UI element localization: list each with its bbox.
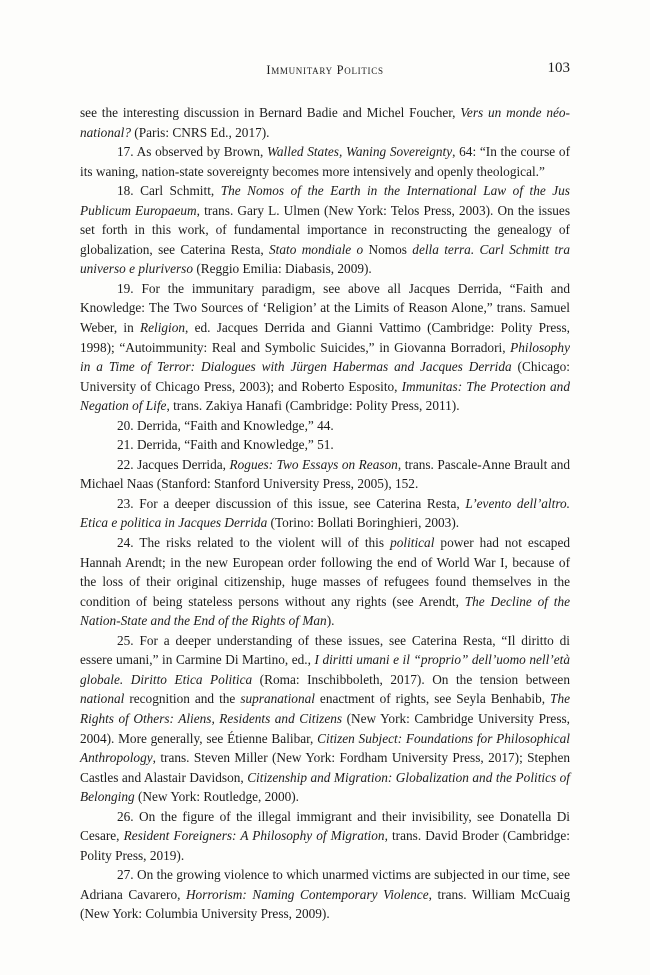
italic-title: The Decline of the Nation-State and the End of the Rights of Man [80, 593, 571, 629]
note-text: 27. On the growing violence to which unarmed victims are subjected in our time, see Adriana Cavarero, [80, 867, 570, 902]
italic-title: Stato mondiale o [269, 241, 369, 257]
note-text: 21. Derrida, “Faith and Knowledge,” 51. [117, 437, 334, 453]
note-text: (New York: Cambridge University Press, 2004). More generally, see Étienne Balibar, [80, 710, 570, 746]
note-text: Nomos [368, 241, 407, 257]
endnote-continuation [80, 103, 570, 142]
note-text: 25. For a deeper understanding of these issues, see Caterina Resta, “Il diritto di essere umani,” in Carmine Di Martino, ed., [80, 632, 570, 668]
italic-title: I diritti umani e il “proprio” dell’uomo nell’età globale. Diritto Etica Politica [80, 652, 570, 687]
note-text: 23. For a deeper discussion of this issue, see Caterina Resta, [117, 495, 466, 511]
note-text: (Roma: Inschibboleth, 2017). On the tension between [252, 671, 570, 687]
endnote [80, 142, 570, 181]
note-text: , trans. Pascale-Anne Brault and Michael Naas (Stanford: Stanford University Press, 2005), 152. [80, 456, 571, 492]
endnote [80, 416, 570, 436]
endnote [80, 455, 570, 494]
note-text: (Paris: CNRS Ed., 2017). [130, 124, 270, 140]
endnote [80, 533, 570, 631]
note-text: 19. For the immunitary paradigm, see above all Jacques Derrida, “Faith and Knowledge: The Two Sources of ‘Religion’ at the Limits of Reason Alone,” trans. Samuel Weber, in [80, 280, 570, 336]
endnote [80, 435, 570, 455]
endnote [80, 279, 570, 416]
note-text: , trans. Steven Miller (New York: Fordham University Press, 2017); Stephen Castles and Alastair Davidson, [80, 750, 570, 785]
italic-title: Citizenship and Migration: Globalization and the Politics of Belonging [80, 769, 570, 805]
note-text: (Torino: Bollati Boringhieri, 2003). [267, 515, 460, 531]
note-text: 24. The risks related to the violent will of this [117, 535, 391, 551]
endnote [80, 181, 570, 279]
note-text: see the interesting discussion in Bernard Badie and Michel Foucher, [80, 105, 461, 120]
endnote [80, 494, 570, 533]
endnote [80, 807, 570, 866]
note-text: 26. On the figure of the illegal immigrant and their invisibility, see Donatella Di Cesare, [80, 808, 570, 844]
italic-title: supranational [240, 691, 315, 707]
note-text: , trans. David Broder (Cambridge: Polity Press, 2019). [80, 828, 571, 863]
italic-title: Resident Foreigners: A Philosophy of Migration [123, 828, 385, 844]
note-text: (Chicago: University of Chicago Press, 2003); and Roberto Esposito, [80, 359, 570, 394]
note-text: (Reggio Emilia: Diabasis, 2009). [193, 261, 372, 277]
italic-title: Immunitas: The Protection and Negation of Life [80, 378, 570, 414]
note-text: 18. Carl Schmitt, [117, 183, 221, 199]
italic-title: Rogues: Two Essays on Reason [229, 456, 398, 472]
note-text: power had not escaped Hannah Arendt; in the new European order following the end of World War I, because of the loss of their original citizenship, huge masses of refugees found themselves in the condition of being stateless persons without any rights (see Arendt, [80, 535, 571, 609]
italic-title: della terra. Carl Schmitt tra universo e pluriverso [80, 241, 570, 277]
italic-title: L’evento dell’altro. Etica e politica in Jacques Derrida [80, 495, 570, 531]
italic-title: The Nomos of the Earth in the International Law of the Jus Publicum Europaeum [80, 183, 570, 218]
italic-title: Citizen Subject: Foundations for Philosophical Anthropology [80, 730, 570, 766]
running-title: Immunitary Politics [266, 63, 384, 77]
note-text: enactment of rights, see Seyla Benhabib, [314, 691, 551, 707]
note-text: , trans. William McCuaig (New York: Columbia University Press, 2009). [80, 886, 570, 922]
italic-title: Religion [139, 320, 186, 336]
note-text: , trans. Zakiya Hanafi (Cambridge: Polity Press, 2011). [166, 398, 460, 414]
page-number: 103 [547, 60, 570, 76]
note-text: , 64: “In the course of its waning, nation-state sovereignty becomes more intensively and openly theological.” [80, 144, 570, 179]
italic-title: Walled States, Waning Sovereignty [267, 144, 453, 160]
endnote [80, 865, 570, 924]
running-head [0, 60, 650, 82]
note-text: (New York: Routledge, 2000). [134, 789, 300, 805]
italic-title: national [80, 691, 125, 707]
note-text: recognition and the [124, 691, 241, 707]
endnotes-section [80, 103, 570, 924]
italic-title: The Rights of Others: Aliens, Residents and Citizens [80, 691, 570, 726]
note-text: 20. Derrida, “Faith and Knowledge,” 44. [117, 417, 334, 433]
note-text: ). [326, 613, 335, 629]
italic-title: Philosophy in a Time of Terror: Dialogues with Jürgen Habermas and Jacques Derrida [80, 339, 570, 375]
italic-title: Vers un monde néo-national? [80, 105, 570, 140]
note-text: , trans. Gary L. Ulmen (New York: Telos Press, 2003). On the issues set forth in this work, of fundamental importance in reconstructing the genealogy of globalization, see Caterina Resta, [80, 202, 570, 257]
note-text: 22. Jacques Derrida, [117, 456, 230, 472]
italic-title: Horrorism: Naming Contemporary Violence [185, 886, 429, 902]
note-text: , ed. Jacques Derrida and Gianni Vattimo (Cambridge: Polity Press, 1998); “Autoimmunity: Real and Symbolic Suicides,” in Giovanna Borradori, [80, 320, 570, 355]
italic-title: political [390, 535, 435, 551]
note-text: 17. As observed by Brown, [117, 144, 268, 160]
endnote [80, 631, 570, 807]
